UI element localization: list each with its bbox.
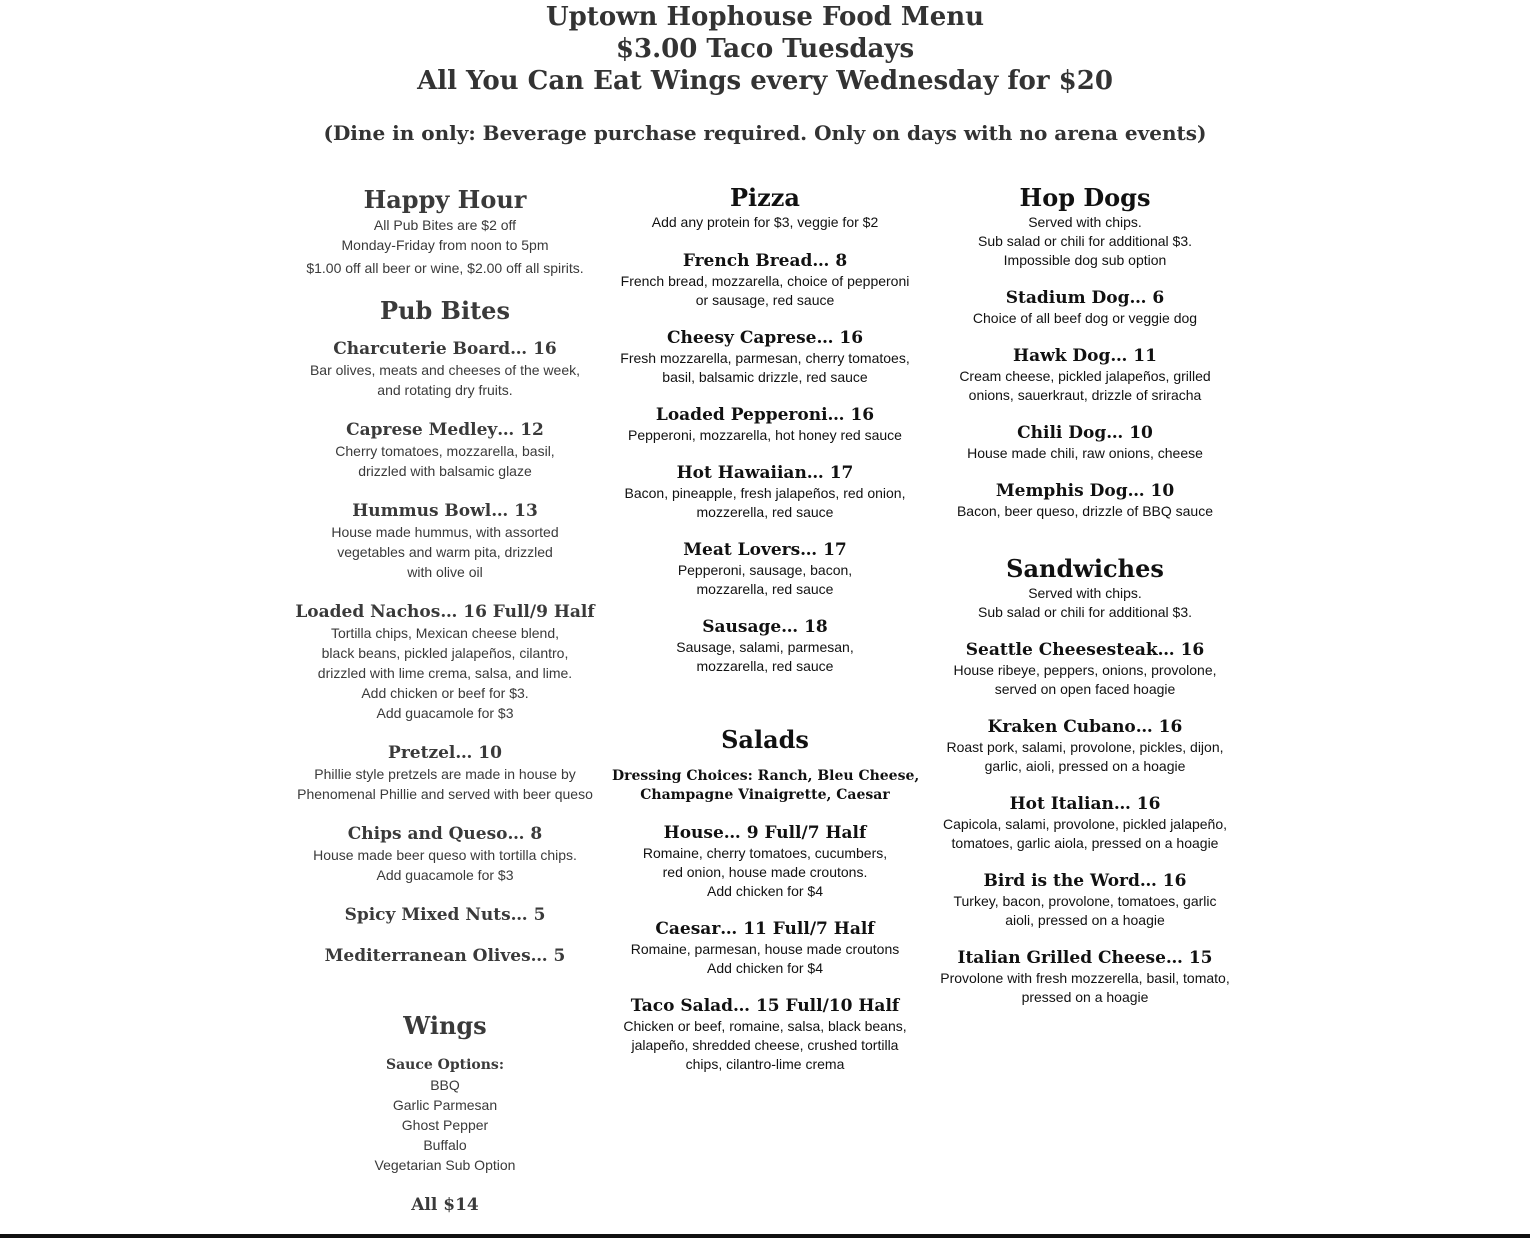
item-desc: Cherry tomatoes, mozzarella, basil, <box>335 443 555 459</box>
menu-item <box>612 404 918 445</box>
item-name: House… 9 Full/7 Half <box>663 823 867 843</box>
item-name: Caprese Medley… 12 <box>346 420 544 440</box>
item-desc: Add chicken for $4 <box>707 960 823 976</box>
item-desc: vegetables and warm pita, drizzled <box>337 544 553 560</box>
item-desc: onions, sauerkraut, drizzle of sriracha <box>968 387 1202 403</box>
sauce-option: Garlic Parmesan <box>392 1097 498 1113</box>
salads-title: Salads <box>721 725 809 754</box>
pub-bites-title: Pub Bites <box>380 296 510 325</box>
dressing-line: Dressing Choices: Ranch, Bleu Cheese, <box>612 768 920 784</box>
item-desc: black beans, pickled jalapeños, cilantro, <box>321 645 569 661</box>
menu-item <box>612 616 918 676</box>
menu-item <box>930 870 1240 930</box>
menu-item <box>930 480 1240 521</box>
item-desc: Chicken or beef, romaine, salsa, black beans, <box>623 1018 907 1034</box>
pizza-note: Add any protein for $3, veggie for $2 <box>651 214 879 230</box>
item-desc: with olive oil <box>407 564 483 580</box>
item-desc: House ribeye, peppers, onions, provolone, <box>953 662 1217 678</box>
item-name: Bird is the Word… 16 <box>983 871 1187 891</box>
item-desc: garlic, aioli, pressed on a hoagie <box>984 758 1186 774</box>
sandwiches-note: Served with chips. <box>1028 585 1142 601</box>
menu-item <box>290 904 600 926</box>
item-name: Mediterranean Olives… 5 <box>324 946 566 966</box>
item-desc: House made chili, raw onions, cheese <box>967 445 1203 461</box>
item-desc: mozzerella, red sauce <box>696 504 834 520</box>
item-desc: Add guacamole for $3 <box>376 705 514 721</box>
dressing-line: Champagne Vinaigrette, Caesar <box>640 787 890 803</box>
menu-item <box>612 250 918 310</box>
left-column <box>290 183 600 1216</box>
menu-item <box>930 716 1240 776</box>
item-name: Seattle Cheesesteak… 16 <box>965 640 1205 660</box>
menu-item <box>930 422 1240 463</box>
taco-tuesday-promo: $3.00 Taco Tuesdays <box>615 34 915 64</box>
right-column <box>930 183 1240 1007</box>
item-desc: Bacon, pineapple, fresh jalapeños, red onion, <box>624 485 906 501</box>
item-desc: House made hummus, with assorted <box>331 524 559 540</box>
item-desc: Roast pork, salami, provolone, pickles, dijon, <box>946 739 1224 755</box>
item-name: Stadium Dog… 6 <box>1005 288 1165 308</box>
dine-in-note: (Dine in only: Beverage purchase required. Only on days with no arena events) <box>323 121 1207 145</box>
item-desc: served on open faced hoagie <box>994 681 1176 697</box>
item-name: Chili Dog… 10 <box>1017 423 1153 443</box>
item-name: Sausage… 18 <box>702 617 828 637</box>
item-desc: red onion, house made croutons. <box>662 864 868 880</box>
item-name: Hot Hawaiian… 17 <box>676 463 854 483</box>
menu-item <box>290 601 600 723</box>
wings-title: Wings <box>403 1011 487 1040</box>
happy-hour-line: Monday-Friday from noon to 5pm <box>341 237 549 253</box>
item-name: Memphis Dog… 10 <box>995 481 1175 501</box>
item-name: Italian Grilled Cheese… 15 <box>957 948 1213 968</box>
item-desc: Add guacamole for $3 <box>376 867 514 883</box>
item-desc: mozzarella, red sauce <box>696 658 834 674</box>
item-desc: Romaine, cherry tomatoes, cucumbers, <box>642 845 888 861</box>
menu-item <box>930 345 1240 405</box>
middle-column <box>612 183 918 1074</box>
item-desc: drizzled with balsamic glaze <box>358 463 532 479</box>
sauce-option: Vegetarian Sub Option <box>374 1157 516 1173</box>
menu-item <box>930 639 1240 699</box>
happy-hour-title: Happy Hour <box>363 185 527 214</box>
sandwiches-note: Sub salad or chili for additional $3. <box>977 604 1193 620</box>
item-name: Hot Italian… 16 <box>1009 794 1161 814</box>
item-desc: or sausage, red sauce <box>695 292 835 308</box>
item-desc: House made beer queso with tortilla chips. <box>313 847 577 863</box>
menu-item <box>612 995 918 1074</box>
item-desc: Cream cheese, pickled jalapeños, grilled <box>959 368 1211 384</box>
item-desc: drizzled with lime crema, salsa, and lime. <box>317 665 573 681</box>
item-desc: Provolone with fresh mozzerella, basil, tomato, <box>940 970 1230 986</box>
item-desc: aioli, pressed on a hoagie <box>1005 912 1165 928</box>
item-desc: Pepperoni, mozzarella, hot honey red sauce <box>628 427 902 443</box>
menu-item <box>612 822 918 901</box>
item-desc: Fresh mozzarella, parmesan, cherry tomatoes, <box>620 350 910 366</box>
sauce-option: Buffalo <box>423 1137 467 1153</box>
menu-item <box>290 742 600 804</box>
item-name: Kraken Cubano… 16 <box>987 717 1183 737</box>
item-desc: Choice of all beef dog or veggie dog <box>972 310 1198 326</box>
menu-item <box>612 539 918 599</box>
item-name: Pretzel… 10 <box>388 743 502 763</box>
menu-item <box>290 823 600 885</box>
item-name: Spicy Mixed Nuts… 5 <box>344 905 546 925</box>
item-name: French Bread… 8 <box>682 251 848 271</box>
pizza-title: Pizza <box>730 183 800 212</box>
item-desc: Capicola, salami, provolone, pickled jalapeño, <box>942 816 1228 832</box>
sandwiches-title: Sandwiches <box>1006 554 1164 583</box>
item-name: Loaded Pepperoni… 16 <box>655 405 875 425</box>
item-desc: Tortilla chips, Mexican cheese blend, <box>330 625 559 641</box>
item-desc: basil, balsamic drizzle, red sauce <box>662 369 868 385</box>
bottom-divider <box>0 1234 1530 1238</box>
menu-header <box>0 0 1530 97</box>
item-desc: Sausage, salami, parmesan, <box>676 639 854 655</box>
menu-item <box>290 945 600 967</box>
item-desc: Bar olives, meats and cheeses of the week, <box>309 362 581 378</box>
menu-item <box>930 947 1240 1007</box>
item-desc: mozzarella, red sauce <box>696 581 834 597</box>
wing-wednesday-promo: All You Can Eat Wings every Wednesday for $20 <box>417 66 1113 96</box>
happy-hour-line: All Pub Bites are $2 off <box>373 217 517 233</box>
item-name: Loaded Nachos… 16 Full/9 Half <box>295 602 595 622</box>
item-desc: Pepperoni, sausage, bacon, <box>677 562 853 578</box>
item-name: Taco Salad… 15 Full/10 Half <box>630 996 900 1016</box>
item-desc: Bacon, beer queso, drizzle of BBQ sauce <box>956 503 1214 519</box>
item-name: Caesar… 11 Full/7 Half <box>655 919 875 939</box>
menu-item <box>290 500 600 582</box>
sauce-options-label: Sauce Options: <box>385 1057 504 1073</box>
hop-dogs-note: Served with chips. <box>1028 214 1142 230</box>
item-desc: tomatoes, garlic aiola, pressed on a hoagie <box>951 835 1219 851</box>
item-name: Meat Lovers… 17 <box>683 540 847 560</box>
happy-hour-line: $1.00 off all beer or wine, $2.00 off all spirits. <box>306 260 584 276</box>
item-desc: and rotating dry fruits. <box>377 382 513 398</box>
item-desc: jalapeño, shredded cheese, crushed tortilla <box>631 1037 899 1053</box>
item-name: Chips and Queso… 8 <box>347 824 543 844</box>
menu-item <box>612 918 918 978</box>
menu-item <box>290 419 600 481</box>
menu-title: Uptown Hophouse Food Menu <box>545 2 985 32</box>
item-desc: Romaine, parmesan, house made croutons <box>630 941 900 957</box>
menu-item <box>930 287 1240 328</box>
item-desc: Add chicken or beef for $3. <box>361 685 529 701</box>
menu-item <box>612 462 918 522</box>
item-desc: chips, cilantro-lime crema <box>685 1056 845 1072</box>
menu-item <box>612 327 918 387</box>
item-name: Cheesy Caprese… 16 <box>666 328 864 348</box>
sauce-option: BBQ <box>430 1077 460 1093</box>
item-name: Charcuterie Board… 16 <box>333 339 557 359</box>
sauce-option: Ghost Pepper <box>401 1117 489 1133</box>
item-name: Hummus Bowl… 13 <box>352 501 538 521</box>
hop-dogs-note: Sub salad or chili for additional $3. <box>977 233 1193 249</box>
item-name: Hawk Dog… 11 <box>1013 346 1157 366</box>
menu-item <box>930 793 1240 853</box>
item-desc: Phillie style pretzels are made in house by <box>314 766 576 782</box>
item-desc: Add chicken for $4 <box>707 883 823 899</box>
item-desc: Turkey, bacon, provolone, tomatoes, garlic <box>953 893 1217 909</box>
hop-dogs-title: Hop Dogs <box>1019 183 1151 212</box>
hop-dogs-note: Impossible dog sub option <box>1003 252 1167 268</box>
item-desc: French bread, mozzarella, choice of pepperoni <box>620 273 910 289</box>
item-desc: Phenomenal Phillie and served with beer queso <box>297 786 593 802</box>
wings-price: All $14 <box>411 1195 479 1215</box>
item-desc: pressed on a hoagie <box>1021 989 1149 1005</box>
menu-item <box>290 338 600 400</box>
dressing-choices <box>612 767 918 805</box>
